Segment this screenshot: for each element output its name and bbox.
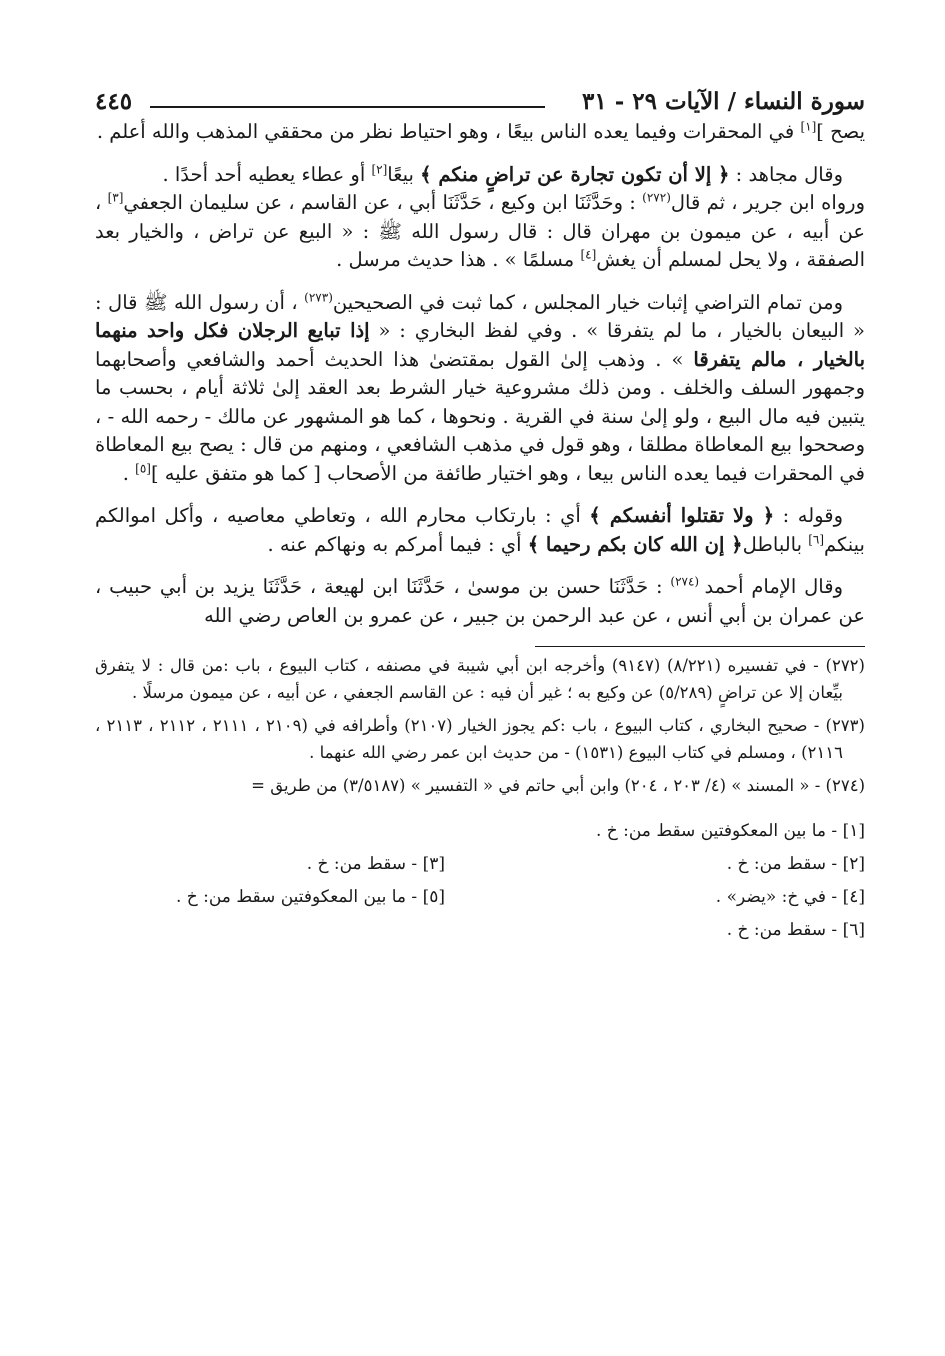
text-run: وقال مجاهد : xyxy=(729,162,843,186)
note-5: [٥] - ما بين المعكوفتين سقط من: خ . xyxy=(175,887,445,907)
text-run: في المحقرات وفيما يعده الناس بيعًا ، وهو احتياط نظر من محققي المذهب والله أعلم . xyxy=(96,120,801,143)
paragraph-4 xyxy=(95,289,865,489)
note-ref-3: [٣] xyxy=(107,190,124,205)
note-4: [٤] - في خ: «يضر» . xyxy=(715,887,865,907)
page-number: ٤٤٥ xyxy=(95,88,133,115)
text-run: أي : بارتكاب محارم الله ، وتعاطي معاصيه ، وأكل اموالكم بينكم xyxy=(95,504,865,556)
footnote-274: (٢٧٤) - « المسند » (٤/ ٢٠٣ ، ٢٠٤) وابن أبي حاتم في « التفسير » (٣/٥١٨٧) من طريق = xyxy=(251,776,865,795)
text-run: ، أن رسول الله ﷺ قال : « البيعان بالخيار ، ما لم يتفرقا » . وفي لفظ البخاري : « xyxy=(95,290,865,342)
text-run: وقوله : xyxy=(774,504,843,527)
note-ref-2: [٢] xyxy=(371,162,388,176)
hadith-bold-text: إذا تبايع الرجلان فكل واحد منهما بالخيار ، مالم يتفرقا xyxy=(95,319,865,371)
footnote-272: (٢٧٢) - في تفسيره (٨/٢٢١) (٩١٤٧) وأخرجه ابن أبي شيبة في مصنفه ، كتاب البيوع ، باب :من قال : لا يتفرق بيِّعان إلا عن تراضٍ (٥/٢٨٩) عن وكيع به ؛ غير أن فيه : عن القاسم الجعفي ، عن أبيه ، عن ميمون مرسلًا . xyxy=(95,656,865,702)
footnote-ref-272: (٢٧٢) xyxy=(642,190,671,205)
header-rule xyxy=(150,106,545,108)
paragraph-3 xyxy=(95,189,865,275)
page-title: سورة النساء / الآيات ٢٩ - ٣١ xyxy=(582,88,865,115)
quran-verse: ﴿ إن الله كان بكم رحيما ﴾ xyxy=(527,532,743,556)
main-text xyxy=(95,118,865,630)
paragraph-1 xyxy=(95,118,865,147)
footnote-ref-273: (٢٧٣) xyxy=(304,290,333,304)
note-3: [٣] - سقط من: خ . xyxy=(306,854,445,874)
quran-verse: ﴿ ولا تقتلوا أنفسكم ﴾ xyxy=(589,504,775,527)
text-run: أي : فيما أمركم به ونهاكم عنه . xyxy=(267,532,528,556)
text-run: بالباطل xyxy=(742,532,809,556)
text-run: مسلمًا » . هذا حديث مرسل . xyxy=(336,248,581,271)
footnote-ref-274: (٢٧٤) xyxy=(670,574,705,589)
note-ref-4: [٤] xyxy=(580,247,597,262)
note-ref-6: [٦] xyxy=(808,532,825,546)
paragraph-5 xyxy=(95,502,865,559)
quran-verse: ﴿ إلا أن تكون تجارة عن تراضٍ منكم ﴾ xyxy=(420,162,730,186)
footnote-rule xyxy=(535,646,865,647)
text-run: ورواه ابن جرير ، ثم قال xyxy=(670,191,865,214)
text-run: : حَدَّثَنَا حسن بن موسىٰ ، حَدَّثَنَا ابن لهيعة ، حَدَّثَنَا يزيد بن أبي حبيب ، عن عمران بن أبي أنس ، عن عبد الرحمن بن جبير ، عن عمرو بن العاص رضي الله xyxy=(95,575,865,627)
text-run: أو عطاء يعطيه أحد أحدًا . xyxy=(162,162,372,186)
running-header xyxy=(95,78,865,118)
text-run: . xyxy=(122,461,136,485)
text-run: ومن تمام التراضي إثبات خيار المجلس ، كما ثبت في الصحيحين xyxy=(332,290,843,314)
manuscript-notes xyxy=(95,817,865,957)
footnote-273: (٢٧٣) - صحيح البخاري ، كتاب البيوع ، باب :كم يجوز الخيار (٢١٠٧) وأطرافه في (٢١٠٩ ، ٢١١١ ، ٢١١٢ ، ٢١١٣ ، ٢١١٦) ، ومسلم في كتاب البيوع (١٥٣١) - من حديث ابن عمر رضي الله عنهما . xyxy=(95,716,865,762)
text-run: : وحَدَّثَنَا ابن وكيع ، حَدَّثَنَا أبي ، عن القاسم ، عن سليمان الجعفي xyxy=(123,191,643,214)
note-ref-5: [٥] xyxy=(135,461,151,475)
text-run: » . وذهب إلىٰ القول بمقتضىٰ هذا الحديث أحمد والشافعي وأصحابهما وجمهور السلف والخلف . ومن ذلك مشروعية خيار الشرط بعد العقد إلىٰ ثلاثة أيام ، بحسب ما يتبين فيه مال البيع ، ولو إلىٰ سنة في القرية . ونحوها ، كما هو المشهور عن مالك - رحمه الله - ، وصححوا بيع المعاطاة مطلقا ، وهو قول في مذهب الشافعي ، ومنهم من قال : يصح بيع المعاطاة في المحقرات فيما يعده الناس بيعا ، وهو اختيار طائفة من الأصحاب [ كما هو متفق عليه ] xyxy=(95,347,865,485)
page xyxy=(95,78,865,957)
note-6: [٦] - سقط من: خ . xyxy=(726,920,865,940)
note-ref-1: [١] xyxy=(800,119,817,134)
text-run: ، عن أبيه ، عن ميمون بن مهران قال : قال رسول الله ﷺ : « البيع عن تراض ، والخيار بعد الصفقة ، ولا يحل لمسلم أن يغش xyxy=(95,191,865,271)
paragraph-6 xyxy=(95,573,865,630)
note-1: [١] - ما بين المعكوفتين سقط من: خ . xyxy=(595,821,865,841)
footnotes xyxy=(95,652,865,799)
text-run: بيعًا xyxy=(387,162,421,186)
text-run: وقال الإمام أحمد xyxy=(704,575,843,598)
text-run: يصح ] xyxy=(816,120,865,143)
note-2: [٢] - سقط من: خ . xyxy=(726,854,865,874)
paragraph-2 xyxy=(95,161,865,190)
footnote-separator xyxy=(95,640,865,652)
